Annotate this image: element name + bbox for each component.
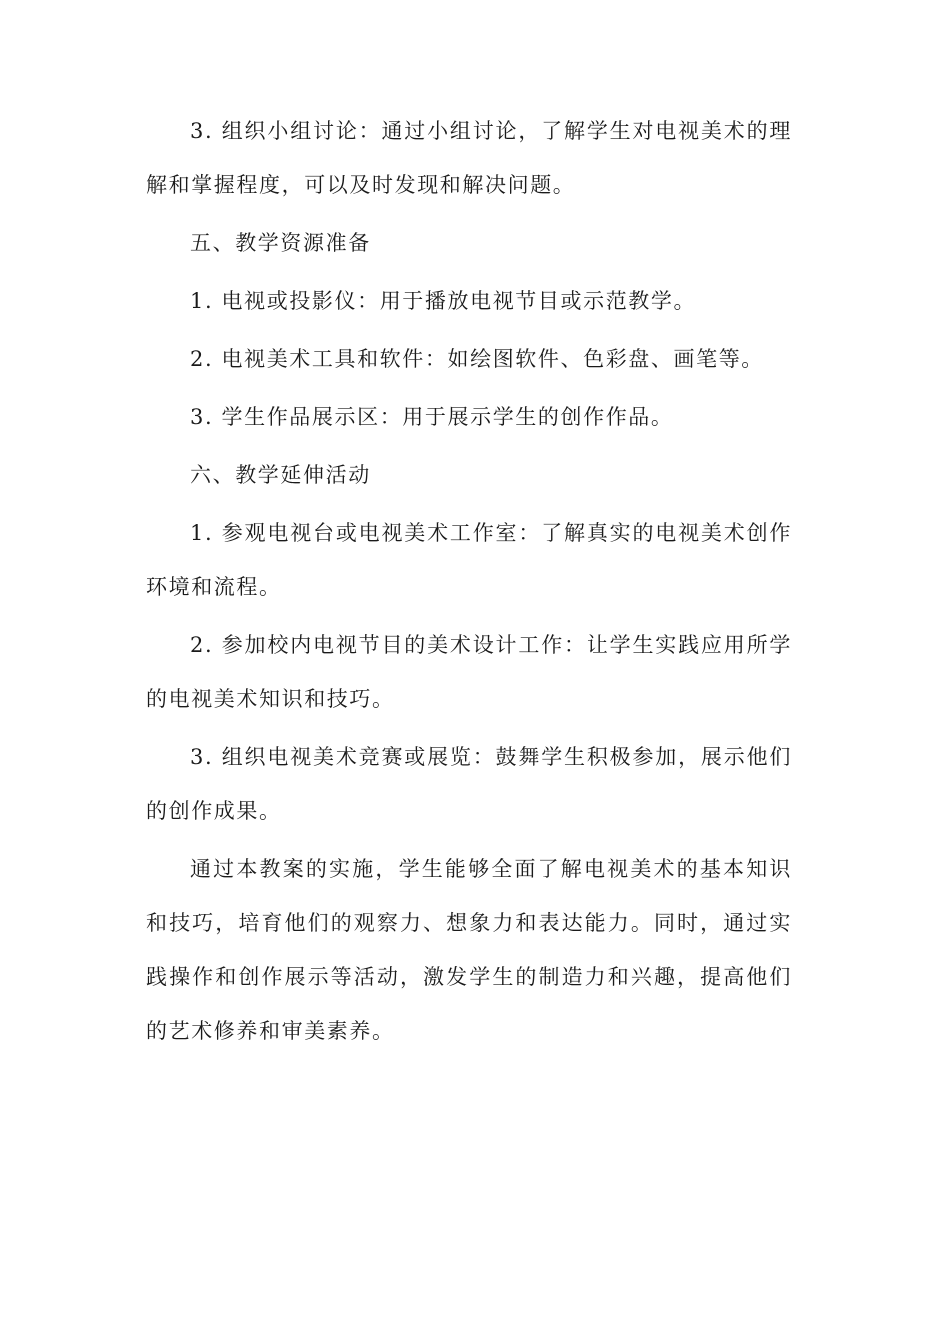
document-body <box>146 104 792 1058</box>
paragraph-extension-3: 3. 组织电视美术竞赛或展览：鼓舞学生积极参加，展示他们的创作成果。 <box>146 745 792 823</box>
paragraph-resource-2: 2. 电视美术工具和软件：如绘图软件、色彩盘、画笔等。 <box>190 347 764 371</box>
heading-resources: 五、教学资源准备 <box>190 231 371 255</box>
paragraph-discussion: 3. 组织小组讨论：通过小组讨论，了解学生对电视美术的理解和掌握程度，可以及时发现和解决问题。 <box>146 119 792 197</box>
heading-extension: 六、教学延伸活动 <box>190 463 371 487</box>
paragraph-conclusion: 通过本教案的实施，学生能够全面了解电视美术的基本知识和技巧，培育他们的观察力、想象力和表达能力。同时，通过实践操作和创作展示等活动，激发学生的制造力和兴趣，提高他们的艺术修养和审美素养。 <box>146 857 792 1043</box>
paragraph-extension-2: 2. 参加校内电视节目的美术设计工作：让学生实践应用所学的电视美术知识和技巧。 <box>146 633 792 711</box>
paragraph-resource-3: 3. 学生作品展示区：用于展示学生的创作作品。 <box>190 405 674 429</box>
paragraph-extension-1: 1. 参观电视台或电视美术工作室：了解真实的电视美术创作环境和流程。 <box>146 521 792 599</box>
paragraph-resource-1: 1. 电视或投影仪：用于播放电视节目或示范教学。 <box>190 289 697 313</box>
